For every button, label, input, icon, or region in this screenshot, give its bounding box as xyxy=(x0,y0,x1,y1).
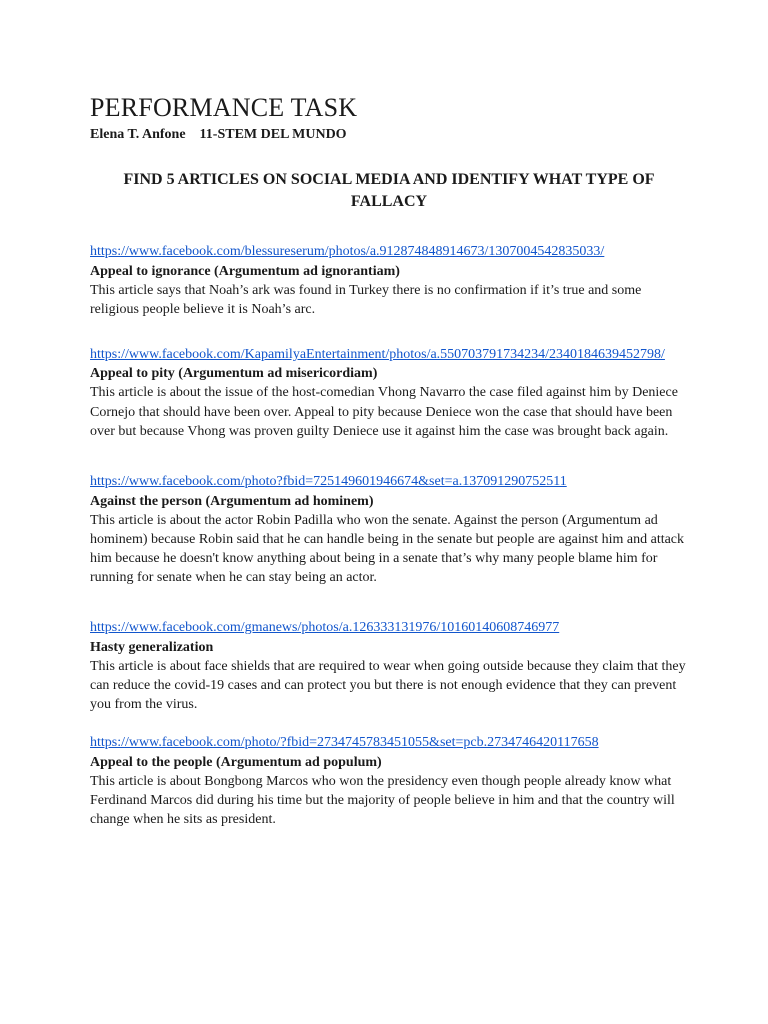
author-line: Elena T. Anfone 11-STEM DEL MUNDO xyxy=(90,127,347,142)
article-entry xyxy=(90,243,680,319)
document-page xyxy=(90,92,686,830)
article-link[interactable]: https://www.facebook.com/gmanews/photos/a.126333131976/10160140608746977 xyxy=(90,620,560,636)
article-entry xyxy=(90,473,685,587)
article-entry xyxy=(90,346,680,441)
article-entry xyxy=(90,619,686,714)
task-heading: FIND 5 ARTICLES ON SOCIAL MEDIA AND IDENTIFY WHAT TYPE OF FALLACY xyxy=(123,171,655,210)
article-link[interactable]: https://www.facebook.com/photo/?fbid=2734745783451055&set=pcb.2734746420117658 xyxy=(90,735,599,751)
article-link[interactable]: https://www.facebook.com/blessureserum/photos/a.912874848914673/1307004542835033/ xyxy=(90,244,605,259)
fallacy-type: Appeal to pity (Argumentum ad misericordiam) xyxy=(90,366,378,382)
article-link[interactable]: https://www.facebook.com/photo?fbid=725149601946674&set=a.137091290752511 xyxy=(90,474,567,490)
article-description: This article is about Bongbong Marcos who won the presidency even though people already know what Ferdinand Marcos did during his time but the majority of people believe in him and that the country will change when he sits as president. xyxy=(90,773,675,828)
article-description: This article is about the issue of the host-comedian Vhong Navarro the case filed against him by Deniece Cornejo that should have been over. Appeal to pity because Deniece won the case that should have been over but because Vhong was proven guilty Deniece use it against him the case was brought back again. xyxy=(90,385,678,439)
fallacy-type: Appeal to the people (Argumentum ad populum) xyxy=(90,754,382,770)
fallacy-type: Against the person (Argumentum ad hominem) xyxy=(90,493,374,509)
article-description: This article is about face shields that are required to wear when going outside because they claim that they can reduce the covid-19 cases and can protect you but there is not enough evidence that they can prevent you from the virus. xyxy=(90,658,686,713)
page-title: PERFORMANCE TASK xyxy=(90,93,358,122)
fallacy-type: Appeal to ignorance (Argumentum ad ignorantiam) xyxy=(90,263,400,279)
article-description: This article says that Noah’s ark was found in Turkey there is no confirmation if it’s true and some religious people believe it is Noah’s arc. xyxy=(90,282,642,317)
fallacy-type: Hasty generalization xyxy=(90,639,214,655)
article-entry xyxy=(90,734,680,829)
article-link[interactable]: https://www.facebook.com/KapamilyaEntertainment/photos/a.550703791734234/2340184639452798/ xyxy=(90,346,665,362)
article-description: This article is about the actor Robin Padilla who won the senate. Against the person (Argumentum ad hominem) because Robin said that he can handle being in the senate but people are against him and attack him because he doesn't know anything about being in a senate that’s why many people blame him for running for senate when he can stay being an actor. xyxy=(90,512,685,586)
